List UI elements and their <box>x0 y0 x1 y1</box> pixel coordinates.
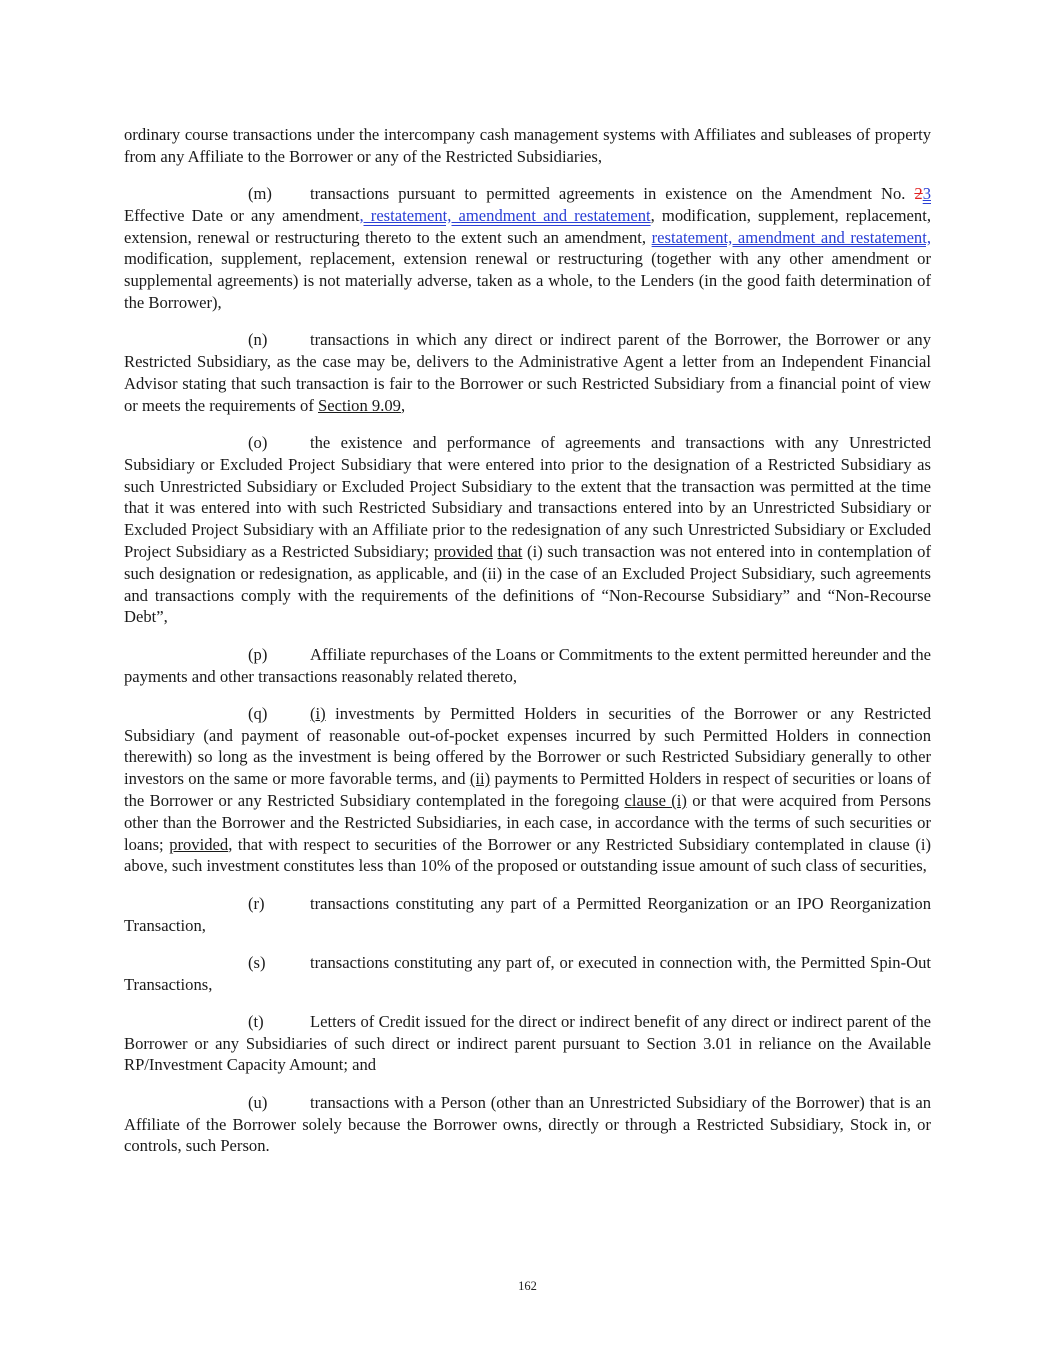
clause-text: payments to Permitted Holders in respect of securities or loans of the Borrower or any Restricted Subsidiary contemplated in the foregoing <box>124 769 931 811</box>
clause-label: (t) <box>248 1011 264 1031</box>
clause-text: investments by Permitted Holders in securities of the Borrower or any Restricted Subsidiary (and payment of reasonable out-of-pocket expenses incurred by such Permitted Holders in connection therewith) so long as the investment is being offered by the Borrower or such Restricted Subsidiary generally to other investors on the same or more favorable terms, and <box>124 703 931 789</box>
clause-s <box>124 952 931 996</box>
underlined-term: provided <box>169 834 229 854</box>
clause-label: (p) <box>248 644 268 664</box>
underlined-term: provided <box>433 542 493 562</box>
clause-text: transactions constituting any part of, or executed in connection with, the Permitted Spin-Out Transactions, <box>124 952 931 994</box>
paragraph-intro <box>124 124 931 168</box>
clause-text: transactions constituting any part of a Permitted Reorganization or an IPO Reorganization Transaction, <box>124 893 931 935</box>
underlined-term: clause (i) <box>624 791 687 811</box>
clause-text: transactions pursuant to permitted agreements in existence on the Amendment No. <box>310 184 915 204</box>
clause-text: the existence and performance of agreements and transactions with any Unrestricted Subsidiary or Excluded Project Subsidiary that were entered into prior to the designation of a Restricted Subsidiary as such Unrestricted Subsidiary or Excluded Project Subsidiary to the extent that the transaction was permitted at the time that it was entered into with such Restricted Subsidiary and transactions entered into by an Unrestricted Subsidiary or Excluded Project Subsidiary with an Affiliate prior to the redesignation of any such Unrestricted Subsidiary or Excluded Project Subsidiary as a Restricted Subsidiary; <box>124 433 931 562</box>
inserted-text: 3 <box>922 184 931 204</box>
clause-o <box>124 432 931 628</box>
intro-text: ordinary course transactions under the intercompany cash management systems with Affiliates and subleases of property from any Affiliate to the Borrower or any of the Restricted Subsidiaries, <box>124 125 931 166</box>
clause-q <box>124 703 931 877</box>
clause-text: , <box>400 395 406 415</box>
clause-label: (m) <box>248 184 272 204</box>
clause-text: , that with respect to securities of the Borrower or any Restricted Subsidiary contemplated in clause (i) above, such investment constitutes less than 10% of the proposed or outstanding issue amount of such class of securities, <box>124 834 931 876</box>
inserted-text: restatement, amendment and restatement, <box>651 227 931 247</box>
clause-text: Letters of Credit issued for the direct or indirect benefit of any direct or indirect parent of the Borrower or any Subsidiaries of such direct or indirect parent pursuant to Section 3.01 in reliance on the Available RP/Investment Capacity Amount; and <box>124 1011 931 1075</box>
clause-p <box>124 644 931 688</box>
clause-label: (q) <box>248 703 268 723</box>
clause-r <box>124 893 931 937</box>
clause-m <box>124 183 931 314</box>
underlined-term: that <box>497 542 523 562</box>
clause-text: transactions with a Person (other than an Unrestricted Subsidiary of the Borrower) that is an Affiliate of the Borrower solely because the Borrower owns, directly or through a Restricted Subsidiary, Stock in, or controls, such Person. <box>124 1092 931 1156</box>
clause-label: (s) <box>248 952 266 972</box>
section-reference: Section 9.09 <box>318 395 401 415</box>
clause-t <box>124 1011 931 1076</box>
underlined-term: (i) <box>310 703 326 723</box>
clause-text: (i) such transaction was not entered into in contemplation of such designation or redesignation, as applicable, and (ii) in the case of an Excluded Project Subsidiary, such agreements and transactions comply with the requirements of the definitions of “Non-Recourse Subsidiary” and “Non-Recourse Debt”, <box>124 542 932 627</box>
clause-text: , modification, supplement, replacement, extension, renewal or restructuring thereto to the extent such an amendment, <box>124 205 931 247</box>
clause-text: transactions in which any direct or indirect parent of the Borrower, the Borrower or any Restricted Subsidiary, as the case may be, delivers to the Administrative Agent a letter from an Independent Financial Advisor stating that such transaction is fair to the Borrower or such Restricted Subsidiary from a financial point of view or meets the requirements of <box>124 330 931 415</box>
clause-label: (o) <box>248 433 268 453</box>
clause-label: (u) <box>248 1092 268 1112</box>
clause-text: modification, supplement, replacement, extension renewal or restructuring (together with any other amendment or supplemental agreements) is not materially adverse, taken as a whole, to the Lenders (in the good faith determination of the Borrower), <box>124 249 931 313</box>
inserted-text: , restatement, amendment and restatement <box>359 205 651 225</box>
deleted-text: 2 <box>914 184 923 204</box>
underlined-term: (ii) <box>469 769 491 789</box>
page-number: 162 <box>518 1279 537 1293</box>
clause-label: (r) <box>248 893 265 913</box>
clause-text: or that were acquired from Persons other than the Borrower and the Restricted Subsidiaries, in each case, in accordance with the terms of such securities or loans; <box>124 791 931 854</box>
clause-text: Effective Date or any amendment <box>124 205 360 225</box>
clause-text: Affiliate repurchases of the Loans or Commitments to the extent permitted hereunder and the payments and other transactions reasonably related thereto, <box>124 644 931 686</box>
clause-label: (n) <box>248 330 268 350</box>
clause-u <box>124 1092 931 1157</box>
clause-n <box>124 329 931 416</box>
document-page <box>124 124 931 1173</box>
